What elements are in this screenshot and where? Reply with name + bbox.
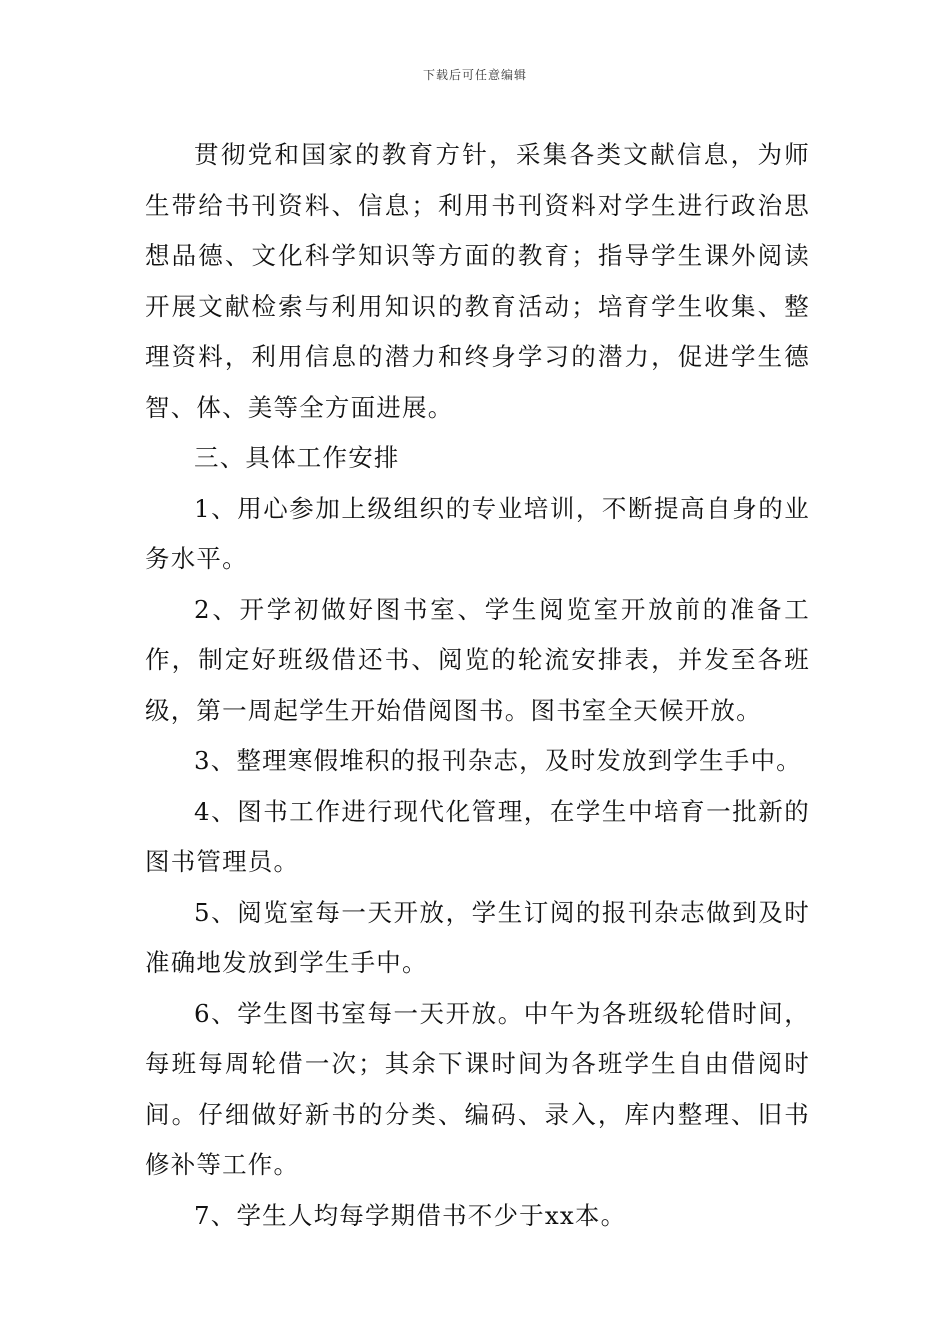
list-item-3: 3、整理寒假堆积的报刊杂志，及时发放到学生手中。: [194, 746, 802, 775]
paragraph-mission: 贯彻党和国家的教育方针，采集各类文献信息，为师生带给书刊资料、信息；利用书刊资料对学生进行政治思想品德、文化科学知识等方面的教育；指导学生课外阅读开展文献检索与利用知识的教育活动；培育学生收集、整理资料，利用信息的潜力和终身学习的潜力，促进学生德智、体、美等全方面进展。: [145, 140, 810, 422]
list-item-2: 2、开学初做好图书室、学生阅览室开放前的准备工作，制定好班级借还书、阅览的轮流安排表，并发至各班级，第一周起学生开始借阅图书。图书室全天候开放。: [145, 594, 810, 725]
list-item-4: 4、图书工作进行现代化管理，在学生中培育一批新的图书管理员。: [145, 796, 810, 876]
list-item-6: 6、学生图书室每一天开放。中午为各班级轮借时间，每班每周轮借一次；其余下课时间为各班学生自由借阅时间。仔细做好新书的分类、编码、录入，库内整理、旧书修补等工作。: [145, 998, 810, 1179]
section-heading-work-plan: 三、具体工作安排: [194, 443, 400, 472]
header-note: 下载后可任意编辑: [422, 68, 527, 82]
document-body: [145, 130, 810, 1241]
list-item-7: 7、学生人均每学期借书不少于xx本。: [194, 1200, 627, 1230]
list-item-1: 1、用心参加上级组织的专业培训，不断提高自身的业务水平。: [145, 493, 810, 573]
list-item-5: 5、阅览室每一天开放，学生订阅的报刊杂志做到及时准确地发放到学生手中。: [145, 897, 810, 977]
